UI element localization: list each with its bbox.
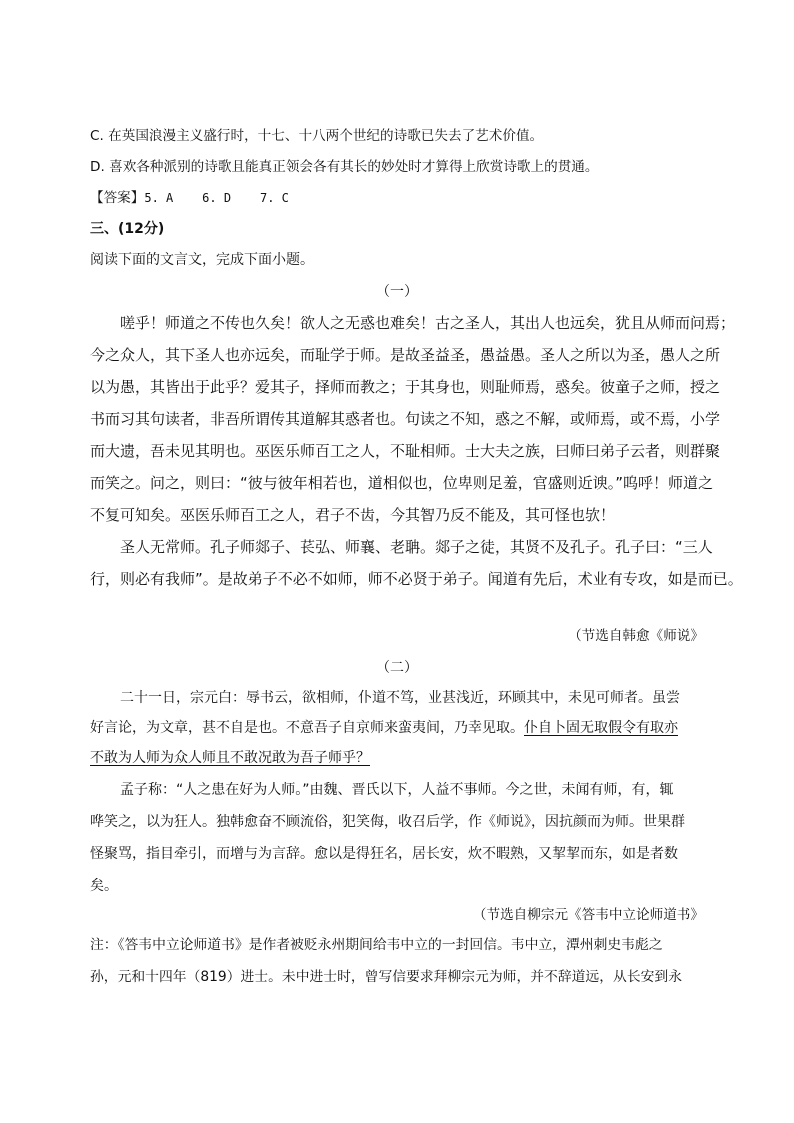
passage-one-line: 嗟乎！师道之不传也久矣！欲人之无惑也难矣！古之圣人，其出人也远矣，犹且从师而问焉； xyxy=(120,314,736,332)
passage-two-line xyxy=(90,718,678,738)
passage-one-line: 圣人无常师。孔子师郯子、苌弘、师襄、老聃。郯子之徒，其贤不及孔子。孔子曰：“三人 xyxy=(120,538,713,556)
underlined-sentence: 不敢为人师为众人师且不敢况敢为吾子师乎？ xyxy=(90,750,370,766)
passage-two-title: （二） xyxy=(376,660,418,676)
underlined-sentence: 仆自卜固无取假令有取亦 xyxy=(524,720,678,736)
passage-one-line: 以为愚，其皆出于此乎？爱其子，择师而教之；于其身也，则耻师焉，惑矣。彼童子之师，授之 xyxy=(90,378,721,396)
passage-two-line: 二十一日，宗元白：辱书云，欲相师，仆道不笃，业甚浅近，环顾其中，未见可师者。虽尝 xyxy=(120,690,680,706)
note-line: 注：《答韦中立论师道书》是作者被贬永州期间给韦中立的一封回信。韦中立，潭州刺史韦彪之 xyxy=(90,937,663,953)
passage-two-line: 孟子称：“人之患在好为人师。”由魏、晋氏以下，人益不事师。今之世，未闻有师，有，辄 xyxy=(120,782,674,798)
answer-label: 【答案】 xyxy=(90,190,145,206)
answer-line xyxy=(90,188,289,208)
passage-two-line: 怪聚骂，指目牵引，而增与为言辞。愈以是得狂名，居长安，炊不暇熟，又挈挈而东，如是者数 xyxy=(90,846,678,862)
passage-two-source: （节选自柳宗元《答韦中立论师道书》 xyxy=(472,907,704,923)
passage-one-line: 而大遗，吾未见其明也。巫医乐师百工之人，不耻相师。士大夫之族，曰师曰弟子云者，则群聚 xyxy=(90,442,721,460)
section-heading: 三、(12分) xyxy=(90,221,165,237)
option-c: C. 在英国浪漫主义盛行时，十七、十八两个世纪的诗歌已失去了艺术价值。 xyxy=(90,128,544,144)
passage-one-line: 行，则必有我师”。是故弟子不必不如师，师不必贤于弟子。闻道有先后，术业有专攻，如是而已。 xyxy=(90,570,743,588)
note-line: 孙，元和十四年（819）进士。未中进士时，曾写信要求拜柳宗元为师，并不辞道远，从长安到永 xyxy=(90,969,683,985)
passage-one-title: （一） xyxy=(376,284,418,300)
passage-one-source: （节选自韩愈《师说》 xyxy=(568,628,704,644)
passage-two-text: 好言论，为文章，甚不自是也。不意吾子自京师来蛮夷间，乃幸见取。 xyxy=(90,720,524,736)
passage-two-line: 哗笑之，以为狂人。独韩愈奋不顾流俗，犯笑侮，收召后学，作《师说》，因抗颜而为师。世果群 xyxy=(90,814,685,830)
passage-one-line: 而笑之。问之，则曰：“彼与彼年相若也，道相似也，位卑则足羞，官盛则近谀。”呜呼！师道之 xyxy=(90,474,714,492)
passage-one-line: 书而习其句读者，非吾所谓传其道解其惑者也。句读之不知，惑之不解，或师焉，或不焉，小学 xyxy=(90,410,721,428)
passage-two-line: 矣。 xyxy=(90,878,118,894)
passage-one-line: 不复可知矣。巫医乐师百工之人，君子不齿，今其智乃反不能及，其可怪也欤！ xyxy=(90,506,616,524)
option-d: D. 喜欢各种派别的诗歌且能真正领会各有其长的妙处时才算得上欣赏诗歌上的贯通。 xyxy=(90,159,599,175)
section-intro: 阅读下面的文言文，完成下面小题。 xyxy=(90,252,314,268)
passage-one-line: 今之众人，其下圣人也亦远矣，而耻学于师。是故圣益圣，愚益愚。圣人之所以为圣，愚人之所 xyxy=(90,346,721,364)
answer-values: 5. A 6. D 7. C xyxy=(144,191,289,205)
